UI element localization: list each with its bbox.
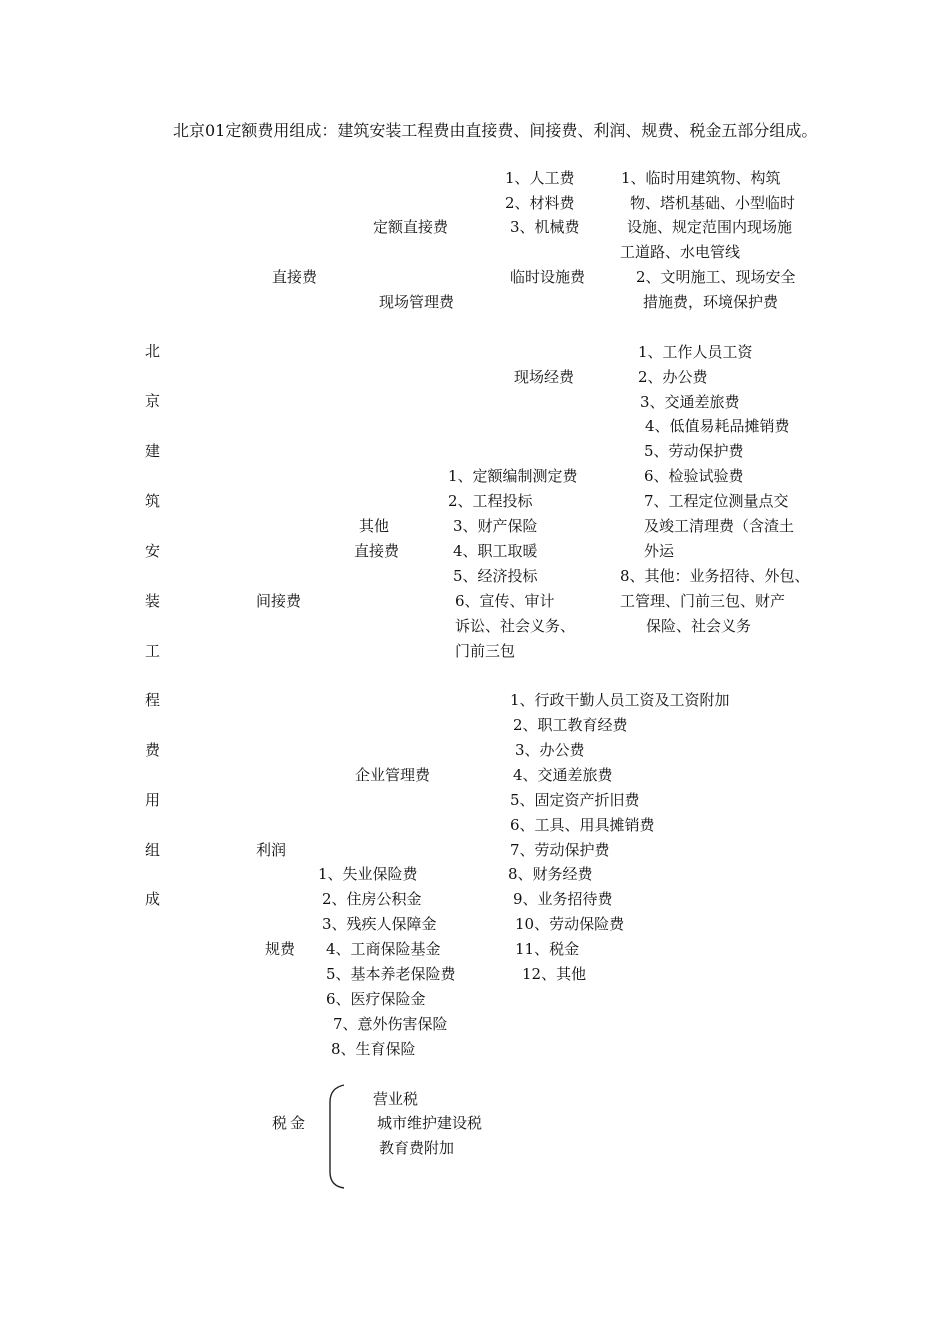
other-direct-item: 6、宣传、审计 [455,592,555,610]
tax-brace [324,1084,350,1190]
temp-facility-item: 措施费，环境保护费 [643,293,779,311]
site-expense-item: 及竣工清理费（含渣土 [644,517,795,535]
direct-cost-label: 直接费 [272,268,318,286]
temp-facility-item: 1、临时用建筑物、构筑 [621,169,781,187]
fee-item: 5、基本养老保险费 [326,965,456,983]
site-expense-item: 1、工作人员工资 [638,343,753,361]
fee-item: 8、生育保险 [331,1040,416,1058]
site-expense-item: 2、办公费 [638,368,708,386]
fee-item: 3、残疾人保障金 [322,915,437,933]
tax-label: 税金 [272,1114,309,1132]
vertical-title-char: 成 [145,890,161,908]
other-direct-item: 诉讼、社会义务、 [455,617,576,635]
fee-item: 7、意外伤害保险 [333,1015,448,1033]
tax-item: 城市维护建设税 [377,1114,483,1132]
site-expense-item: 8、其他：业务招待、外包、 [620,567,810,585]
tax-item: 营业税 [373,1090,419,1108]
other-direct-item: 2、工程投标 [448,492,533,510]
vertical-title-char: 建 [145,442,161,460]
vertical-title-char: 京 [145,392,161,410]
quota-direct-cost-label: 定额直接费 [373,218,449,236]
other-direct-item: 3、财产保险 [453,517,538,535]
site-expense-item: 5、劳动保护费 [644,442,744,460]
enterprise-item: 7、劳动保护费 [510,841,610,859]
profit-label: 利润 [256,841,287,859]
site-expense-item: 6、检验试验费 [644,467,744,485]
vertical-title-char: 安 [145,542,161,560]
site-management-fee-label: 现场管理费 [379,293,455,311]
enterprise-item: 2、职工教育经费 [513,716,628,734]
other-direct-item: 门前三包 [455,642,516,660]
vertical-title-char: 组 [145,841,161,859]
vertical-title-char: 程 [145,691,161,709]
site-expense-item: 3、交通差旅费 [640,393,740,411]
other-direct-item: 4、职工取暖 [453,542,538,560]
tax-item: 教育费附加 [379,1139,455,1157]
intro-paragraph: 北京01定额费用组成：建筑安装工程费由直接费、间接费、利润、规费、税金五部分组成。 [173,121,818,140]
quota-item: 1、人工费 [505,169,575,187]
enterprise-item: 12、其他 [522,965,587,983]
enterprise-item: 6、工具、用具摊销费 [510,816,655,834]
enterprise-item: 9、业务招待费 [513,890,613,908]
quota-item: 2、材料费 [505,194,575,212]
enterprise-item: 10、劳动保险费 [515,915,625,933]
site-expense-item: 7、工程定位测量点交 [644,492,789,510]
temp-facility-item: 设施、规定范围内现场施 [627,218,793,236]
site-expense-item: 工管理、门前三包、财产 [620,592,786,610]
vertical-title-char: 用 [145,791,161,809]
other-direct-item: 1、定额编制测定费 [448,467,578,485]
indirect-cost-label: 间接费 [256,592,302,610]
enterprise-item: 3、办公费 [515,741,585,759]
temporary-facility-fee-label: 临时设施费 [510,268,586,286]
fee-item: 1、失业保险费 [318,865,418,883]
fee-item: 4、工商保险基金 [326,940,441,958]
site-expense-item: 保险、社会义务 [646,617,752,635]
other-direct-item: 5、经济投标 [453,567,538,585]
other-direct-cost-label: 直接费 [354,542,400,560]
quota-item: 3、机械费 [510,218,580,236]
enterprise-item: 8、财务经费 [508,865,593,883]
fee-item: 6、医疗保险金 [326,990,426,1008]
site-expense-item: 外运 [644,542,675,560]
vertical-title-char: 装 [145,592,161,610]
enterprise-management-fee-label: 企业管理费 [355,766,431,784]
enterprise-item: 1、行政干勤人员工资及工资附加 [510,691,730,709]
vertical-title-char: 北 [145,342,161,360]
temp-facility-item: 物、塔机基础、小型临时 [630,194,796,212]
vertical-title-char: 筑 [145,492,161,510]
vertical-title-char: 费 [145,741,161,759]
fee-item: 2、住房公积金 [322,890,422,908]
site-expense-label: 现场经费 [514,368,575,386]
fees-label: 规费 [265,940,296,958]
temp-facility-item: 工道路、水电管线 [620,243,741,261]
enterprise-item: 4、交通差旅费 [513,766,613,784]
temp-facility-item: 2、文明施工、现场安全 [636,268,796,286]
enterprise-item: 5、固定资产折旧费 [510,791,640,809]
vertical-title-char: 工 [145,642,161,660]
site-expense-item: 4、低值易耗品摊销费 [645,417,790,435]
enterprise-item: 11、税金 [515,940,580,958]
other-direct-cost-label: 其他 [359,517,390,535]
